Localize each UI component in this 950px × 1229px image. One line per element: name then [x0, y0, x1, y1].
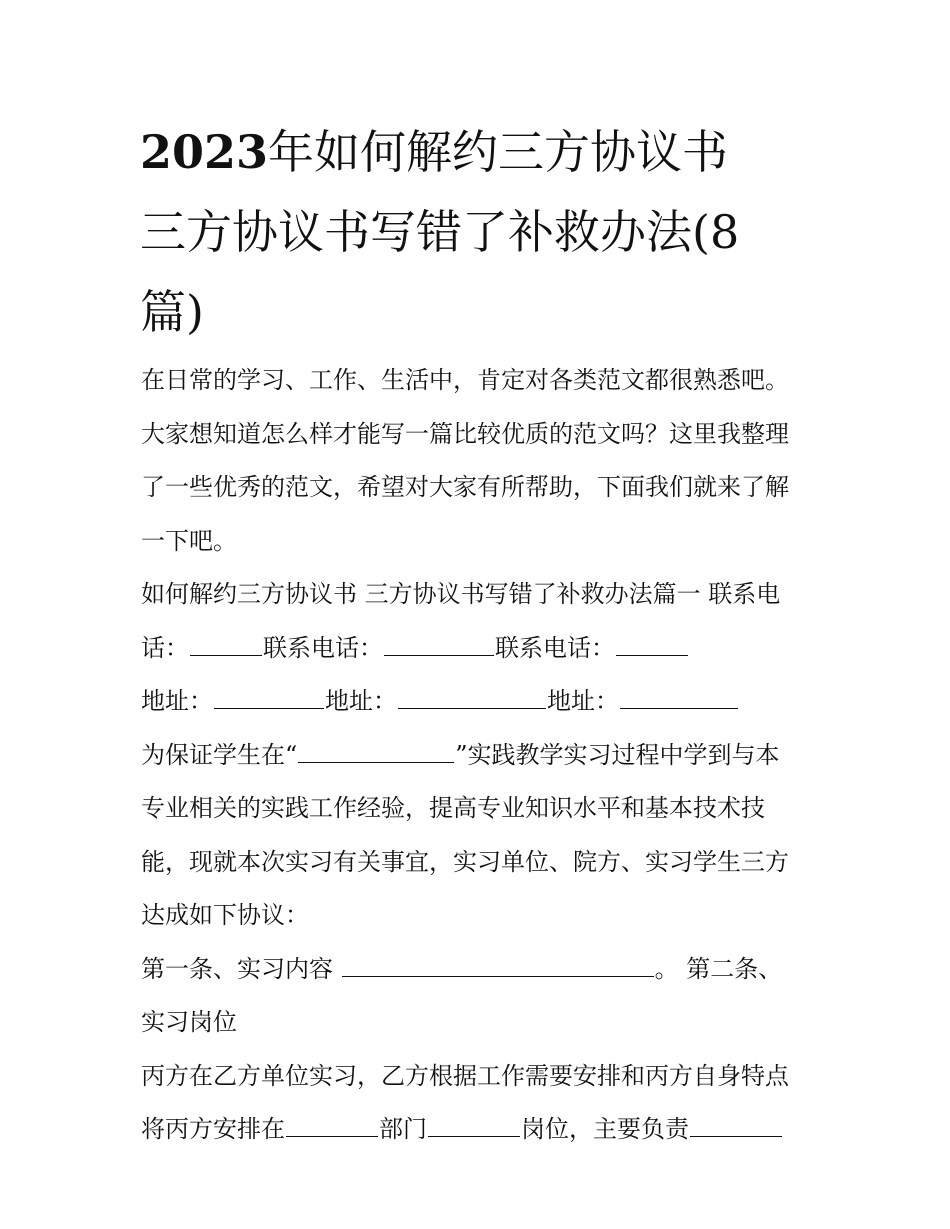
address-label-2: 地址： [325, 687, 397, 715]
purpose-line-4: 达成如下协议： [141, 901, 309, 929]
article-2-label: 。 第二条、 [654, 954, 783, 983]
contact-phone-line [141, 622, 816, 676]
purpose-line-1 [141, 729, 816, 783]
purpose-text-a: 为保证学生在“ [141, 740, 298, 769]
blank-line [690, 1114, 782, 1137]
blank-line [190, 633, 262, 656]
intro-line-2: 大家想知道怎么样才能写一篇比较优质的范文吗？这里我整理 [141, 419, 789, 448]
assignment-text-c: 岗位，主要负责 [521, 1115, 689, 1143]
section-heading-1: 如何解约三方协议书 三方协议书写错了补救办法篇一 联系电 [141, 580, 781, 608]
phone-label-2: 联系电话： [263, 633, 383, 662]
address-label-1: 地址： [141, 687, 213, 715]
article-2-title: 实习岗位 [141, 1008, 237, 1036]
blank-line [286, 1114, 378, 1137]
title-line-3: 篇) [140, 285, 204, 339]
document-body [141, 354, 816, 1157]
title-line-2: 三方协议书写错了补救办法(8 [140, 205, 740, 259]
blank-line [214, 686, 324, 709]
assignment-text-b: 部门 [379, 1115, 427, 1143]
article-1-line [141, 943, 816, 997]
blank-line [342, 954, 654, 977]
blank-line [616, 633, 688, 656]
document-title [140, 112, 830, 352]
address-label-3: 地址： [547, 687, 619, 715]
article-1-label: 第一条、实习内容 [141, 954, 341, 983]
title-line-1 [140, 112, 830, 192]
phone-label-1: 话： [141, 633, 189, 662]
contact-address-line [141, 675, 816, 729]
blank-line [384, 633, 494, 656]
purpose-line-2: 专业相关的实践工作经验，提高专业知识水平和基本技术技 [141, 794, 765, 822]
intro-line-4: 一下吧。 [141, 526, 237, 555]
intro-line-3: 了一些优秀的范文，希望对大家有所帮助，下面我们就来了解 [141, 473, 789, 501]
blank-line [298, 740, 454, 763]
purpose-text-b: ”实践教学实习过程中学到与本 [455, 740, 780, 769]
assignment-text-a: 将丙方安排在 [141, 1115, 285, 1143]
title-year: 2023 [140, 125, 269, 179]
blank-line [620, 686, 738, 709]
title-line-1-text: 年如何解约三方协议书 [268, 125, 729, 179]
assignment-line-1: 丙方在乙方单位实习，乙方根据工作需要安排和丙方自身特点 [141, 1061, 789, 1090]
blank-line [398, 686, 546, 709]
purpose-line-3: 能，现就本次实习有关事宜，实习单位、院方、实习学生三方 [141, 847, 789, 876]
phone-label-3: 联系电话： [495, 633, 615, 662]
assignment-line-2 [141, 1103, 816, 1157]
blank-line [428, 1114, 520, 1137]
intro-line-1: 在日常的学习、工作、生活中，肯定对各类范文都很熟悉吧。 [141, 366, 789, 394]
